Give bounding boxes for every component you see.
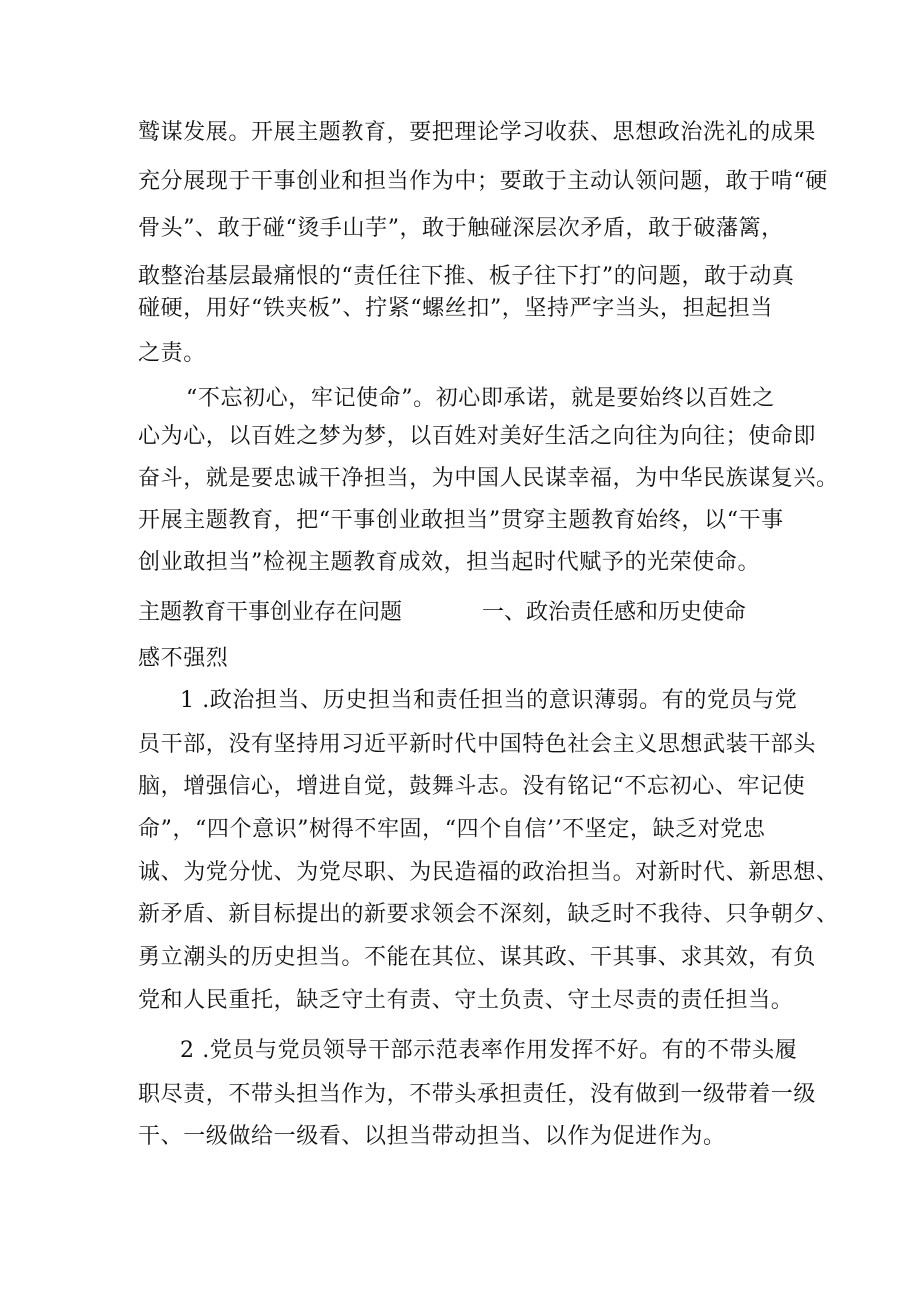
paragraph-3-line-2: 员干部，没有坚持用习近平新时代中国特色社会主义思想武装干部头 [138,732,817,757]
paragraph-3-line-8: 党和人民重托，缺乏守土有责、守土负责、守土尽责的责任担当。 [138,988,794,1013]
paragraph-2-line-2: 心为心，以百姓之梦为梦，以百姓对美好生活之向往为向往；使命即 [138,424,817,449]
paragraph-1-line-6: 之责。 [138,341,206,366]
paragraph-1-line-5: 碰硬，用好“铁夹板”、拧紧“螺丝扣”，坚持严字当头，担起担当 [138,296,773,321]
section-heading-continuation: 感不强烈 [138,646,229,671]
paragraph-3-line-7: 勇立潮头的历史担当。不能在其位、谋其政、干其事、求其效，有负 [138,945,817,970]
paragraph-3-line-3: 脑，增强信心，增进自觉，鼓舞斗志。没有铭记“不忘初心、牢记使 [138,774,806,799]
paragraph-3-line-6: 新矛盾、新目标提出的新要求领会不深刻，缺乏时不我待、只争朝夕、 [138,902,839,927]
paragraph-3-line-1: 1 .政治担当、历史担当和责任担当的意识薄弱。有的党员与党 [180,688,798,713]
paragraph-1-line-3: 骨头”、敢于碰“烫手山芋”，敢于触碰深层次矛盾，敢于破藩篱， [138,216,784,241]
paragraph-1-line-4: 敢整治基层最痛恨的“责任往下推、板子往下打”的问题，敢于动真 [138,264,795,289]
paragraph-1-line-2: 充分展现于干事创业和担当作为中；要敢于主动认领问题，敢于啃“硬 [138,169,828,194]
paragraph-2-line-3: 奋斗，就是要忠诚干净担当，为中国人民谋幸福，为中华民族谋复兴。 [138,466,839,491]
paragraph-3-line-5: 诚、为党分忧、为党尽职、为民造福的政治担当。对新时代、新思想、 [138,860,839,885]
paragraph-2-line-1: “不忘初心，牢记使命”。初心即承诺，就是要始终以百姓之 [186,386,775,411]
paragraph-3-line-4: 命”，“四个意识”树得不牢固，“四个自信’’不坚定，缺乏对党忠 [138,817,766,842]
paragraph-4-line-3: 干、一级做给一级看、以担当带动担当、以作为促进作为。 [138,1124,726,1149]
paragraph-2-line-5: 创业敢担当”检视主题教育成效，担当起时代赋予的光荣使命。 [138,550,761,575]
section-heading-right: 一、政治责任感和历史使命 [482,600,747,625]
paragraph-2-line-4: 开展主题教育，把“干事创业敢担当”贯穿主题教育始终，以“干事 [138,508,784,533]
section-heading-left: 主题教育干事创业存在问题 [138,600,403,625]
paragraph-4-line-2: 职尽责，不带头担当作为，不带头承担责任，没有做到一级带着一级 [138,1082,817,1107]
paragraph-4-line-1: 2 .党员与党员领导干部示范表率作用发挥不好。有的不带头履 [180,1038,798,1063]
paragraph-1-line-1: 鹫谋发展。开展主题教育，要把理论学习收获、思想政治洗礼的成果 [138,120,817,145]
